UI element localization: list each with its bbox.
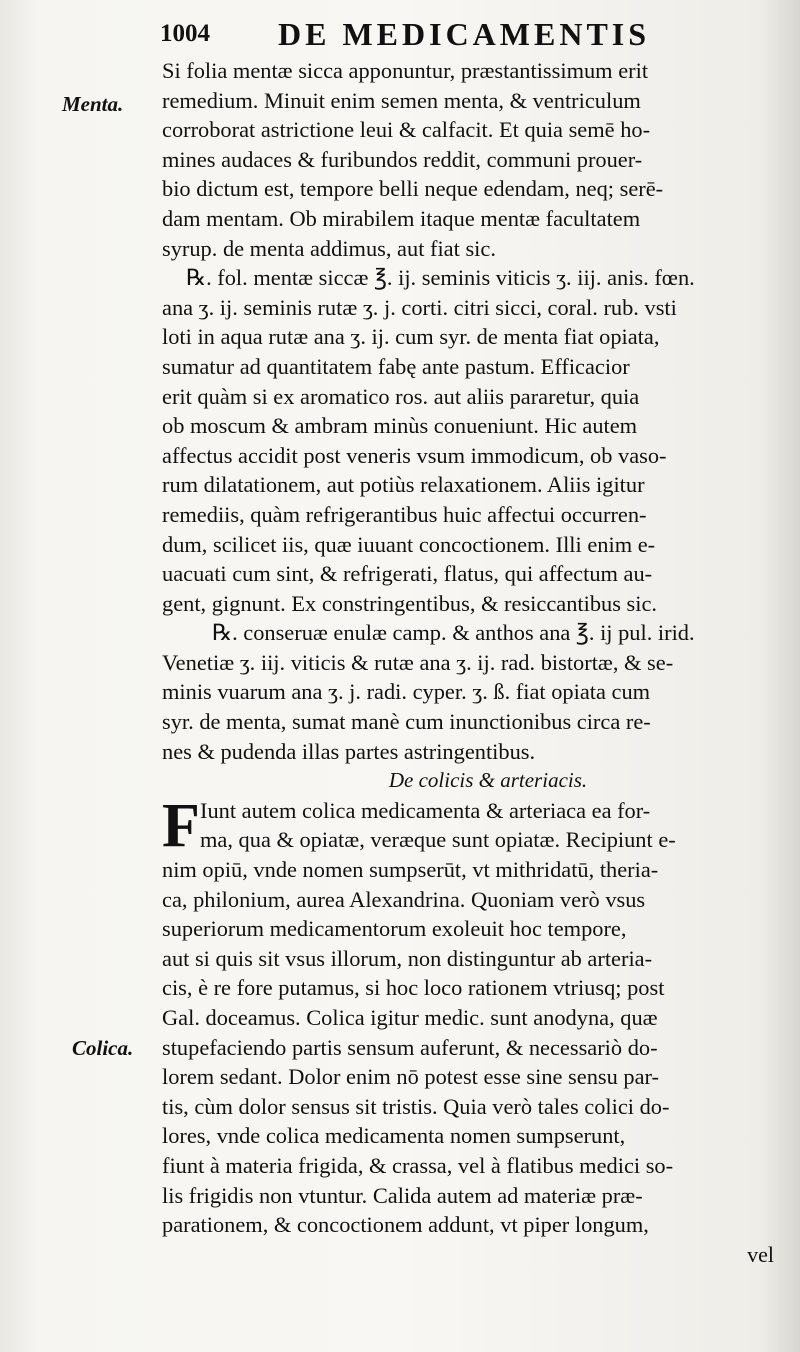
text-line: gent, gignunt. Ex constringentibus, & resiccantibus sic. xyxy=(162,590,657,616)
text-line: mines audaces & furibundos reddit, communi prouer- xyxy=(162,146,643,172)
drop-cap: F xyxy=(162,791,200,860)
paragraph-menta xyxy=(162,56,774,263)
text-line: fiunt à materia frigida, & crassa, vel à flatibus medici so- xyxy=(162,1152,674,1178)
text-line: ana ʒ. ij. seminis rutæ ʒ. j. corti. citri sicci, coral. rub. vsti xyxy=(162,294,677,320)
page-number: 1004 xyxy=(160,20,210,47)
text-line: remedium. Minuit enim semen menta, & ventriculum xyxy=(162,87,641,113)
text-line: tis, cùm dolor sensus sit tristis. Quia verò tales colici do- xyxy=(162,1093,670,1119)
text-line: parationem, & concoctionem addunt, vt piper longum, xyxy=(162,1212,649,1238)
text-line: loti in aqua rutæ ana ʒ. ij. cum syr. de menta fiat opiata, xyxy=(162,324,660,350)
text-line: aut si quis sit vsus illorum, non distinguntur ab arteria- xyxy=(162,945,653,971)
text-line: minis vuarum ana ʒ. j. radi. cyper. ʒ. ß. fiat opiata cum xyxy=(162,679,651,705)
text-line: bio dictum est, tempore belli neque edendam, neq; serē- xyxy=(162,176,664,202)
text-line: nes & pudenda illas partes astringentibus. xyxy=(162,738,536,764)
text-line: stupefaciendo partis sensum auferunt, & necessariò do- xyxy=(162,1034,658,1060)
text-line: Si folia mentæ sicca apponuntur, præstantissimum erit xyxy=(162,58,649,83)
text-line: uacuati cum sint, & refrigerati, flatus, qui affectum au- xyxy=(162,561,653,587)
text-line: ma, qua & opiatæ, veræque sunt opiatæ. Recipiunt e- xyxy=(200,827,676,853)
paragraph-colica xyxy=(162,791,774,1240)
text-line: corroborat astrictione leui & calfacit. Et quia semē ho- xyxy=(162,117,651,143)
section-heading: De colicis & arteriacis. xyxy=(388,768,588,793)
text-line: syrup. de menta addimus, aut fiat sic. xyxy=(162,235,496,261)
text-line: lores, vnde colica medicamenta nomen sumpserunt, xyxy=(162,1123,626,1149)
text-line: nim opiū, vnde nomen sumpserūt, vt mithridatū, theria- xyxy=(162,857,659,883)
running-head: DE MEDICAMENTIS xyxy=(278,16,651,52)
text-line: dam mentam. Ob mirabilem itaque mentæ facultatem xyxy=(162,205,641,231)
text-line: affectus accidit post veneris vsum immodicum, ob vaso- xyxy=(162,442,667,468)
text-line: syr. de menta, sumat manè cum inunctionibus circa re- xyxy=(162,709,651,735)
margin-note-colica: Colica. xyxy=(72,1036,134,1060)
text-line: lis frigidis non vtuntur. Calida autem ad materiæ præ- xyxy=(162,1182,643,1208)
text-line: Gal. doceamus. Colica igitur medic. sunt anodyna, quæ xyxy=(162,1005,658,1030)
text-line: remediis, quàm refrigerantibus huic affectui occurren- xyxy=(162,501,647,527)
text-line: Iunt autem colica medicamenta & arteriaca ea for- xyxy=(200,797,651,823)
text-line: lorem sedant. Dolor enim nō potest esse sine sensu par- xyxy=(162,1064,660,1090)
text-line: superiorum medicamentorum exoleuit hoc tempore, xyxy=(162,916,627,942)
text-line: erit quàm si ex aromatico ros. aut aliis pararetur, quia xyxy=(162,383,640,409)
text-line: cis, è re fore putamus, si hoc loco rationem vtriusq; post xyxy=(162,975,665,1001)
text-line: Venetiæ ʒ. iij. viticis & rutæ ana ʒ. ij. rad. bistortæ, & se- xyxy=(162,649,674,675)
text-line: ℞. conseruæ enulæ camp. & anthos ana ℥. ij pul. irid. xyxy=(212,620,695,646)
page-header xyxy=(160,12,720,52)
text-line: dum, scilicet iis, quæ iuuant concoctionem. Illi enim e- xyxy=(162,531,656,557)
text-line: ℞. fol. mentæ siccæ ℥. ij. seminis viticis ʒ. iij. anis. fœn. xyxy=(186,265,695,291)
text-line: ob moscum & ambram minùs conueniunt. Hic autem xyxy=(162,413,638,439)
text-line: rum dilatationem, aut potiùs relaxationem. Aliis igitur xyxy=(162,472,645,498)
margin-note-menta: Menta. xyxy=(62,92,124,116)
body-text xyxy=(162,56,774,1269)
paragraph-recipe-1 xyxy=(162,263,774,618)
paragraph-recipe-2 xyxy=(162,618,774,766)
text-line: sumatur ad quantitatem fabę ante pastum. Efficacior xyxy=(162,353,630,379)
catchword: vel xyxy=(747,1241,774,1267)
text-line: ca, philonium, aurea Alexandrina. Quoniam verò vsus xyxy=(162,886,646,912)
